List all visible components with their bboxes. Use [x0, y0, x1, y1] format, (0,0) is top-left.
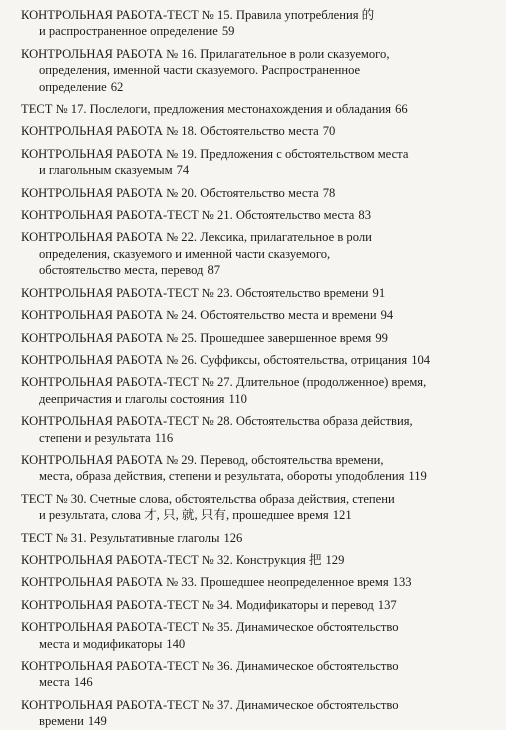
toc-entry	[21, 185, 494, 201]
toc-page-number: 137	[377, 597, 397, 612]
toc-entry-text: времени	[39, 714, 84, 729]
toc-page-number: 94	[380, 308, 394, 323]
toc-page-number: 129	[325, 552, 345, 567]
toc-entry-line	[21, 530, 494, 546]
toc-entry-line	[21, 491, 494, 507]
toc-entry-text: ТЕСТ № 30. Счетные слова, обстоятельства образа действия, степени	[21, 491, 395, 506]
toc-entry	[21, 207, 494, 223]
toc-entry-line	[21, 391, 494, 407]
toc-page-number: 133	[392, 575, 412, 590]
toc-entry-line	[21, 619, 494, 635]
toc-entry-line	[21, 207, 494, 223]
toc-entry-text: КОНТРОЛЬНАЯ РАБОТА № 22. Лексика, прилагательное в роли	[21, 230, 372, 245]
toc-entry-line	[21, 185, 494, 201]
toc-entry-text: и результата, слова 才, 只, 就, 只有, прошедшее время	[39, 508, 329, 523]
toc-entry-text: и глагольным сказуемым	[39, 163, 173, 178]
toc-entry-line	[21, 636, 494, 652]
toc-entry-line	[21, 79, 494, 95]
toc-page-number: 62	[110, 79, 124, 94]
toc-entry-text: КОНТРОЛЬНАЯ РАБОТА № 16. Прилагательное в роли сказуемого,	[21, 46, 390, 61]
toc-entry	[21, 101, 494, 117]
table-of-contents	[21, 7, 494, 730]
toc-entry	[21, 307, 494, 323]
toc-entry-text: места	[39, 675, 70, 690]
toc-entry-line	[21, 507, 494, 523]
toc-page-number: 149	[87, 714, 107, 729]
toc-entry-line	[21, 307, 494, 323]
toc-entry-text: КОНТРОЛЬНАЯ РАБОТА № 19. Предложения с обстоятельством места	[21, 146, 409, 161]
toc-entry-line	[21, 7, 494, 23]
toc-entry-text: КОНТРОЛЬНАЯ РАБОТА-ТЕСТ № 34. Модификаторы и перевод	[21, 597, 374, 612]
toc-entry-text: КОНТРОЛЬНАЯ РАБОТА-ТЕСТ № 21. Обстоятельство места	[21, 208, 355, 223]
toc-entry-text: определения, именной части сказуемого. Распространенное	[39, 63, 361, 78]
toc-entry-text: КОНТРОЛЬНАЯ РАБОТА № 24. Обстоятельство места и времени	[21, 308, 377, 323]
toc-page-number: 91	[372, 285, 386, 300]
toc-entry	[21, 574, 494, 590]
toc-entry-line	[21, 23, 494, 39]
toc-entry	[21, 229, 494, 278]
toc-page-number: 121	[332, 508, 352, 523]
toc-entry	[21, 552, 494, 568]
toc-entry-text: КОНТРОЛЬНАЯ РАБОТА № 18. Обстоятельство места	[21, 124, 319, 139]
toc-entry-line	[21, 352, 494, 368]
toc-entry	[21, 7, 494, 40]
toc-page-number: 140	[166, 636, 186, 651]
toc-page-number: 146	[73, 675, 93, 690]
toc-entry-line	[21, 46, 494, 62]
toc-entry-line	[21, 413, 494, 429]
toc-entry-text: КОНТРОЛЬНАЯ РАБОТА-ТЕСТ № 23. Обстоятельство времени	[21, 285, 369, 300]
toc-entry-text: определения, сказуемого и именной части сказуемого,	[39, 246, 331, 261]
toc-entry-line	[21, 658, 494, 674]
toc-entry-line	[21, 597, 494, 613]
toc-entry-line	[21, 229, 494, 245]
toc-entry-text: места и модификаторы	[39, 636, 163, 651]
toc-entry-line	[21, 674, 494, 690]
toc-entry-text: КОНТРОЛЬНАЯ РАБОТА № 33. Прошедшее неопределенное время	[21, 575, 389, 590]
toc-entry-text: ТЕСТ № 17. Послелоги, предложения местонахождения и обладания	[21, 102, 392, 117]
toc-entry-line	[21, 697, 494, 713]
toc-entry-text: обстоятельство места, перевод	[39, 263, 204, 278]
toc-entry-line	[21, 330, 494, 346]
toc-entry	[21, 619, 494, 652]
toc-entry-line	[21, 285, 494, 301]
toc-entry-text: КОНТРОЛЬНАЯ РАБОТА-ТЕСТ № 32. Конструкция 把	[21, 552, 322, 567]
toc-entry-line	[21, 452, 494, 468]
toc-entry-text: степени и результата	[39, 430, 151, 445]
toc-entry	[21, 452, 494, 485]
toc-entry-line	[21, 552, 494, 568]
toc-entry-line	[21, 101, 494, 117]
toc-entry	[21, 285, 494, 301]
toc-entry	[21, 330, 494, 346]
toc-page-number: 59	[221, 24, 235, 39]
toc-entry	[21, 597, 494, 613]
toc-page-number: 119	[408, 469, 427, 484]
toc-page-number: 116	[154, 430, 174, 445]
toc-entry-line	[21, 246, 494, 262]
toc-entry-line	[21, 162, 494, 178]
toc-entry-line	[21, 430, 494, 446]
toc-entry-text: ТЕСТ № 31. Результативные глаголы	[21, 530, 220, 545]
toc-entry-text: КОНТРОЛЬНАЯ РАБОТА-ТЕСТ № 15. Правила употребления 的	[21, 8, 375, 22]
toc-entry-text: КОНТРОЛЬНАЯ РАБОТА-ТЕСТ № 36. Динамическое обстоятельство	[21, 659, 399, 673]
toc-entry-line	[21, 713, 494, 729]
toc-entry-line	[21, 374, 494, 390]
toc-entry	[21, 697, 494, 730]
toc-page-number: 126	[223, 530, 243, 545]
toc-entry-text: места, образа действия, степени и результата, обороты уподобления	[39, 469, 405, 484]
toc-entry-text: КОНТРОЛЬНАЯ РАБОТА № 20. Обстоятельство места	[21, 185, 319, 200]
toc-entry	[21, 530, 494, 546]
toc-entry-text: КОНТРОЛЬНАЯ РАБОТА-ТЕСТ № 35. Динамическое обстоятельство	[21, 620, 399, 635]
toc-entry-text: КОНТРОЛЬНАЯ РАБОТА-ТЕСТ № 37. Динамическое обстоятельство	[21, 697, 399, 712]
toc-page-number: 110	[228, 391, 247, 406]
toc-page-number: 66	[395, 102, 408, 117]
toc-entry	[21, 352, 494, 368]
toc-entry-text: определение	[39, 79, 107, 94]
toc-entry-line	[21, 146, 494, 162]
toc-page-number: 104	[411, 352, 431, 367]
toc-entry-line	[21, 62, 494, 78]
toc-entry-text: КОНТРОЛЬНАЯ РАБОТА-ТЕСТ № 28. Обстоятельства образа действия,	[21, 414, 413, 429]
toc-entry-text: КОНТРОЛЬНАЯ РАБОТА № 26. Суффиксы, обстоятельства, отрицания	[21, 352, 408, 367]
toc-entry-text: КОНТРОЛЬНАЯ РАБОТА № 25. Прошедшее завершенное время	[21, 330, 372, 345]
toc-entry	[21, 123, 494, 139]
toc-entry-line	[21, 574, 494, 590]
toc-page-number: 87	[207, 263, 221, 278]
toc-page-number: 83	[358, 208, 371, 223]
toc-entry	[21, 491, 494, 524]
toc-page-number: 99	[375, 330, 388, 345]
toc-entry-text: КОНТРОЛЬНАЯ РАБОТА № 29. Перевод, обстоятельства времени,	[21, 452, 384, 467]
toc-entry-line	[21, 468, 494, 484]
toc-entry	[21, 658, 494, 691]
toc-page-number: 78	[322, 185, 336, 200]
toc-entry-line	[21, 123, 494, 139]
toc-entry	[21, 146, 494, 179]
toc-entry	[21, 413, 494, 446]
toc-entry-text: деепричастия и глаголы состояния	[39, 391, 225, 406]
toc-page-number: 74	[176, 163, 190, 178]
toc-entry	[21, 374, 494, 407]
toc-entry-line	[21, 262, 494, 278]
toc-entry-text: и распространенное определение	[39, 24, 218, 39]
toc-entry	[21, 46, 494, 95]
toc-page-number: 70	[322, 124, 336, 139]
toc-entry-text: КОНТРОЛЬНАЯ РАБОТА-ТЕСТ № 27. Длительное (продолженное) время,	[21, 375, 427, 390]
